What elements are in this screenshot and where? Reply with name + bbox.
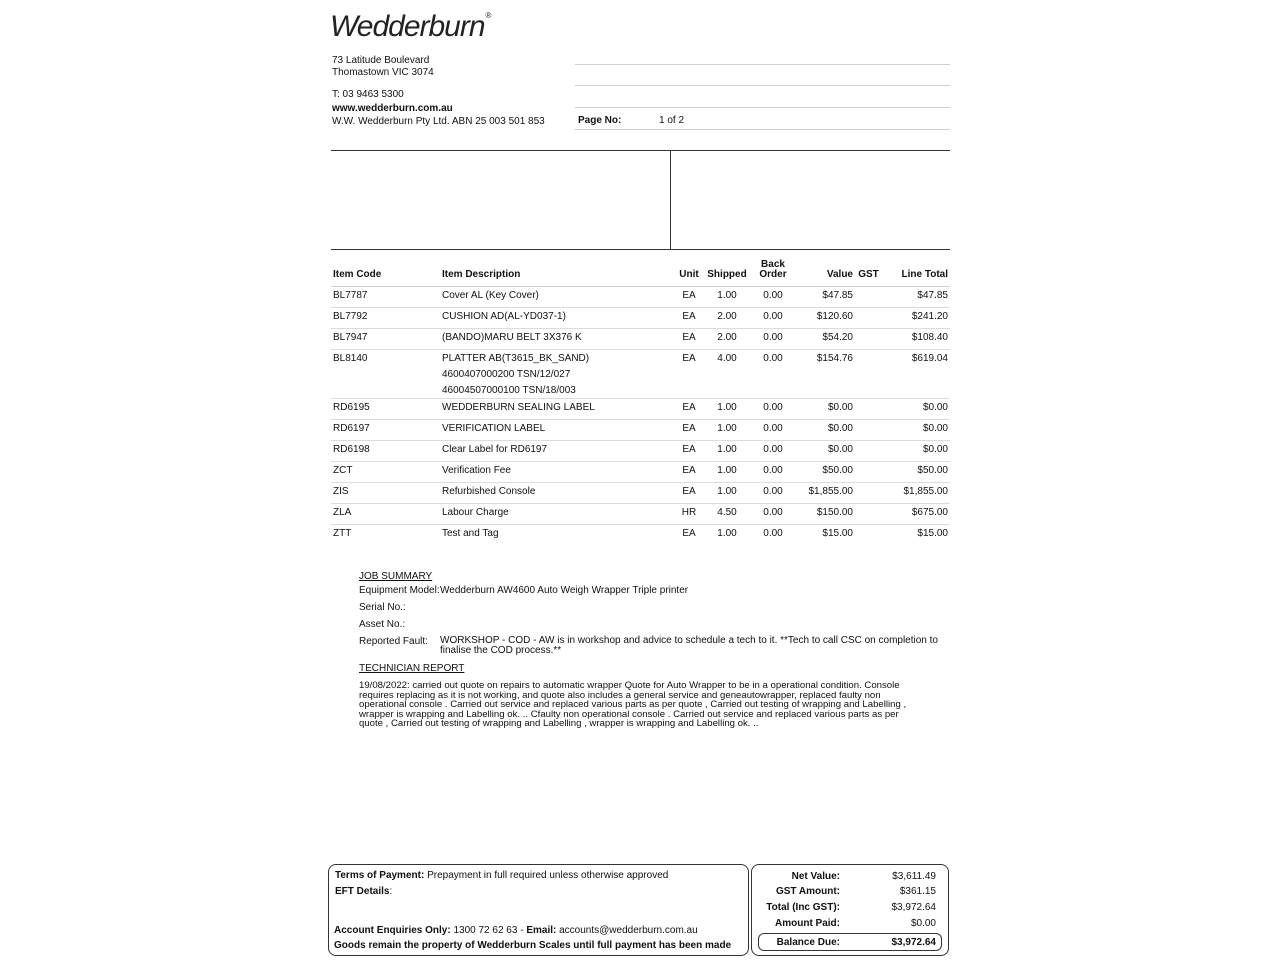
- address-box-top: [331, 150, 950, 151]
- back-order-cell: 0.00: [751, 483, 795, 504]
- gst-cell: [855, 308, 882, 329]
- header-item-code: Item Code: [331, 252, 440, 287]
- unit-cell: EA: [675, 329, 703, 350]
- items-header-row: [331, 252, 950, 287]
- item-description-line: 46004507000100 TSN/18/003: [442, 385, 576, 396]
- account-enquiries-label: Account Enquiries Only:: [334, 925, 451, 936]
- item-description-cell: [440, 420, 675, 441]
- unit-cell: EA: [675, 308, 703, 329]
- account-enquiries-separator: -: [520, 925, 524, 936]
- back-order-cell: 0.00: [751, 350, 795, 399]
- shipped-cell: 1.00: [703, 287, 751, 308]
- item-description-line: Cover AL (Key Cover): [442, 290, 539, 301]
- item-description-line: WEDDERBURN SEALING LABEL: [442, 402, 595, 413]
- item-description-cell: [440, 399, 675, 420]
- address-box-bottom: [331, 249, 950, 250]
- report-line: 19/08/2022: carried out quote on repairs to automatic wrapper Quote for Auto Wrapper to be in a operational condition. Console: [359, 680, 900, 691]
- back-order-cell: 0.00: [751, 329, 795, 350]
- item-description-line: Labour Charge: [442, 507, 509, 518]
- eft-details-label: EFT Details: [335, 886, 390, 897]
- item-description-cell: [440, 350, 675, 399]
- item-description-cell: [440, 462, 675, 483]
- unit-cell: EA: [675, 462, 703, 483]
- header-line-3: [575, 107, 950, 108]
- balance-due-value: $3,972.64: [891, 937, 936, 948]
- table-row: [331, 350, 950, 399]
- value-cell: $154.76: [795, 350, 855, 399]
- item-code-cell: BL7947: [331, 329, 440, 350]
- back-order-cell: 0.00: [751, 287, 795, 308]
- gst-amount-label: GST Amount:: [775, 886, 840, 897]
- page-number-value: 1 of 2: [659, 115, 685, 126]
- line-total-cell: $619.04: [882, 350, 950, 399]
- back-order-cell: 0.00: [751, 308, 795, 329]
- company-website[interactable]: www.wedderburn.com.au: [332, 103, 453, 114]
- total-inc-gst-value: $3,972.64: [891, 902, 936, 913]
- value-cell: $1,855.00: [795, 483, 855, 504]
- shipped-cell: 4.00: [703, 350, 751, 399]
- item-description-line: Verification Fee: [442, 465, 511, 476]
- table-row: [331, 287, 950, 308]
- back-order-cell: 0.00: [751, 399, 795, 420]
- unit-cell: EA: [675, 350, 703, 399]
- reported-fault-value: [440, 636, 938, 656]
- shipped-cell: 1.00: [703, 483, 751, 504]
- gst-cell: [855, 329, 882, 350]
- job-summary-heading: JOB SUMMARY: [359, 571, 433, 582]
- line-total-cell: $241.20: [882, 308, 950, 329]
- value-cell: $0.00: [795, 420, 855, 441]
- amount-paid-value: $0.00: [910, 918, 936, 929]
- shipped-cell: 4.50: [703, 504, 751, 525]
- amount-paid-label: Amount Paid:: [775, 918, 840, 929]
- line-total-cell: $15.00: [917, 528, 948, 539]
- shipped-cell: 1.00: [703, 399, 751, 420]
- report-line: requires replacing as it is not working, and quote also includes a general service and geneautowrapper, replaced faulty non: [359, 689, 881, 701]
- item-description-line: Clear Label for RD6197: [442, 444, 548, 455]
- email-value[interactable]: accounts@wedderburn.com.au: [559, 925, 698, 936]
- asset-number-label: Asset No.:: [359, 619, 406, 630]
- table-row: [331, 483, 950, 504]
- header-item-description: Item Description: [440, 252, 675, 287]
- table-row: [331, 308, 950, 329]
- gst-cell: [855, 504, 882, 525]
- back-order-cell: 0.00: [751, 420, 795, 441]
- header-unit: Unit: [675, 252, 703, 287]
- item-description-cell: [440, 483, 675, 504]
- item-code-cell: ZCT: [331, 462, 440, 483]
- shipped-cell: 1.00: [703, 441, 751, 462]
- header-line-total: Line Total: [882, 252, 950, 287]
- table-row: [331, 329, 950, 350]
- back-order-cell: 0.00: [751, 441, 795, 462]
- item-code-cell: RD6198: [331, 441, 440, 462]
- unit-cell: EA: [675, 483, 703, 504]
- email-label: Email:: [526, 925, 557, 936]
- net-value-amount: $3,611.49: [892, 871, 936, 882]
- table-row: [331, 504, 950, 525]
- shipped-cell: 1.00: [703, 420, 751, 441]
- back-order-cell: 0.00: [751, 462, 795, 483]
- eft-details-colon: :: [389, 886, 393, 897]
- gst-cell: [855, 420, 882, 441]
- item-description-line: Refurbished Console: [442, 486, 536, 497]
- header-gst: GST: [855, 252, 882, 287]
- table-row: [331, 525, 950, 546]
- line-total-cell: $50.00: [882, 462, 950, 483]
- line-total-cell: $1,855.00: [882, 483, 950, 504]
- payment-terms-label: Terms of Payment:: [335, 870, 425, 881]
- item-code-cell: RD6195: [331, 399, 440, 420]
- account-enquiries: [334, 925, 698, 936]
- unit-cell: HR: [675, 504, 703, 525]
- header-line-4: [575, 129, 950, 130]
- line-total-cell: $0.00: [882, 441, 950, 462]
- item-description-line: Test and Tag: [442, 528, 499, 539]
- header-line-2: [575, 85, 950, 86]
- shipped-cell: 1.00: [717, 528, 737, 539]
- reported-fault-line-1: WORKSHOP - COD - AW is in workshop and advice to schedule a tech to it. **Tech to call CSC on completion to: [440, 635, 938, 646]
- shipped-cell: 2.00: [703, 308, 751, 329]
- registered-mark: ®: [485, 11, 491, 20]
- header-back-order: Back Order: [751, 252, 795, 287]
- gst-cell: [855, 350, 882, 399]
- table-row: [331, 462, 950, 483]
- value-cell: $120.60: [795, 308, 855, 329]
- back-order-cell: 0.00: [751, 504, 795, 525]
- payment-terms: [335, 870, 668, 881]
- gst-cell: [855, 483, 882, 504]
- value-cell: $15.00: [822, 528, 853, 539]
- item-description-cell: [440, 308, 675, 329]
- total-inc-gst-label: Total (Inc GST):: [766, 902, 840, 913]
- item-description-line: (BANDO)MARU BELT 3X376 K: [442, 332, 582, 343]
- line-total-cell: $0.00: [882, 399, 950, 420]
- address-line-2: Thomastown VIC 3074: [332, 67, 434, 78]
- gst-cell: [855, 441, 882, 462]
- equipment-model-value: Wedderburn AW4600 Auto Weigh Wrapper Triple printer: [440, 585, 689, 596]
- gst-cell: [855, 525, 882, 546]
- item-code-cell: BL8140: [331, 350, 440, 399]
- item-description-cell: [440, 504, 675, 525]
- item-description-cell: [440, 441, 675, 462]
- item-code-cell: BL7787: [331, 287, 440, 308]
- gst-amount-value: $361.15: [899, 886, 936, 897]
- table-row: [331, 420, 950, 441]
- item-description-line: PLATTER AB(T3615_BK_SAND): [442, 353, 590, 364]
- line-total-cell: $0.00: [882, 420, 950, 441]
- address-box-divider: [670, 150, 671, 250]
- line-total-cell: $47.85: [882, 287, 950, 308]
- address-line-1: 73 Latitude Boulevard: [332, 55, 430, 66]
- value-cell: $0.00: [795, 441, 855, 462]
- item-description-line: CUSHION AD(AL-YD037-1): [442, 311, 566, 322]
- value-cell: $150.00: [795, 504, 855, 525]
- eft-details: [335, 886, 392, 897]
- page-number-label: Page No:: [578, 115, 622, 126]
- shipped-cell: 1.00: [703, 462, 751, 483]
- shipped-cell: 2.00: [703, 329, 751, 350]
- net-value-label: Net Value:: [791, 871, 840, 882]
- value-cell: $0.00: [795, 399, 855, 420]
- technician-report-text: [359, 681, 906, 729]
- report-line: quote , Carried out testing of wrapping and Labelling , wrapper is wrapping and Labelling ok. ..: [359, 718, 759, 730]
- unit-cell: EA: [675, 441, 703, 462]
- gst-cell: [855, 462, 882, 483]
- technician-report-heading: TECHNICIAN REPORT: [359, 663, 465, 674]
- table-row: [331, 441, 950, 462]
- unit-cell: EA: [675, 287, 703, 308]
- unit-cell: EA: [675, 399, 703, 420]
- payment-terms-value: Prepayment in full required unless otherwise approved: [427, 870, 669, 881]
- account-enquiries-phone: 1300 72 62 63: [453, 925, 518, 936]
- line-total-cell: $108.40: [882, 329, 950, 350]
- header-shipped: Shipped: [703, 252, 751, 287]
- value-cell: $50.00: [795, 462, 855, 483]
- gst-cell: [855, 287, 882, 308]
- items-body: [331, 287, 950, 546]
- balance-due-label: Balance Due:: [776, 937, 840, 948]
- items-table: [331, 252, 950, 545]
- reported-fault-label: Reported Fault:: [359, 636, 428, 647]
- item-description-line: VERIFICATION LABEL: [442, 423, 546, 434]
- company-logo: [330, 10, 490, 44]
- gst-cell: [855, 399, 882, 420]
- header-line-1: [575, 64, 950, 65]
- report-line: wrapper is wrapping and Labelling ok. .. Cfaulty non operational console . Carried out service and replaced various parts as per: [359, 708, 899, 720]
- item-code-cell: BL7792: [331, 308, 440, 329]
- ownership-notice: Goods remain the property of Wedderburn Scales until full payment has been made: [334, 940, 732, 951]
- item-code-cell: ZLA: [331, 504, 440, 525]
- unit-cell: EA: [675, 420, 703, 441]
- company-phone: T: 03 9463 5300: [332, 89, 404, 100]
- line-total-cell: $675.00: [882, 504, 950, 525]
- back-order-cell: 0.00: [763, 528, 783, 539]
- item-code-cell: ZTT: [333, 528, 352, 539]
- item-description-line: 4600407000200 TSN/12/027: [442, 369, 571, 380]
- unit-cell: EA: [682, 528, 696, 539]
- value-cell: $54.20: [795, 329, 855, 350]
- reported-fault-line-2: finalise the COD process.**: [440, 645, 562, 656]
- report-line: operational console . Carried out service and replaced various parts as per quote , Carried out testing of wrapping and Labelling ,: [359, 699, 907, 711]
- value-cell: $47.85: [795, 287, 855, 308]
- item-code-cell: ZIS: [331, 483, 440, 504]
- item-code-cell: RD6197: [331, 420, 440, 441]
- table-row: [331, 399, 950, 420]
- equipment-model-label: Equipment Model:: [359, 585, 440, 596]
- item-description-cell: [440, 525, 675, 546]
- header-value: Value: [795, 252, 855, 287]
- serial-number-label: Serial No.:: [359, 602, 406, 613]
- logo-text: Wedderburn: [330, 10, 485, 43]
- company-abn: W.W. Wedderburn Pty Ltd. ABN 25 003 501 853: [332, 116, 545, 127]
- item-description-cell: [440, 287, 675, 308]
- item-description-cell: [440, 329, 675, 350]
